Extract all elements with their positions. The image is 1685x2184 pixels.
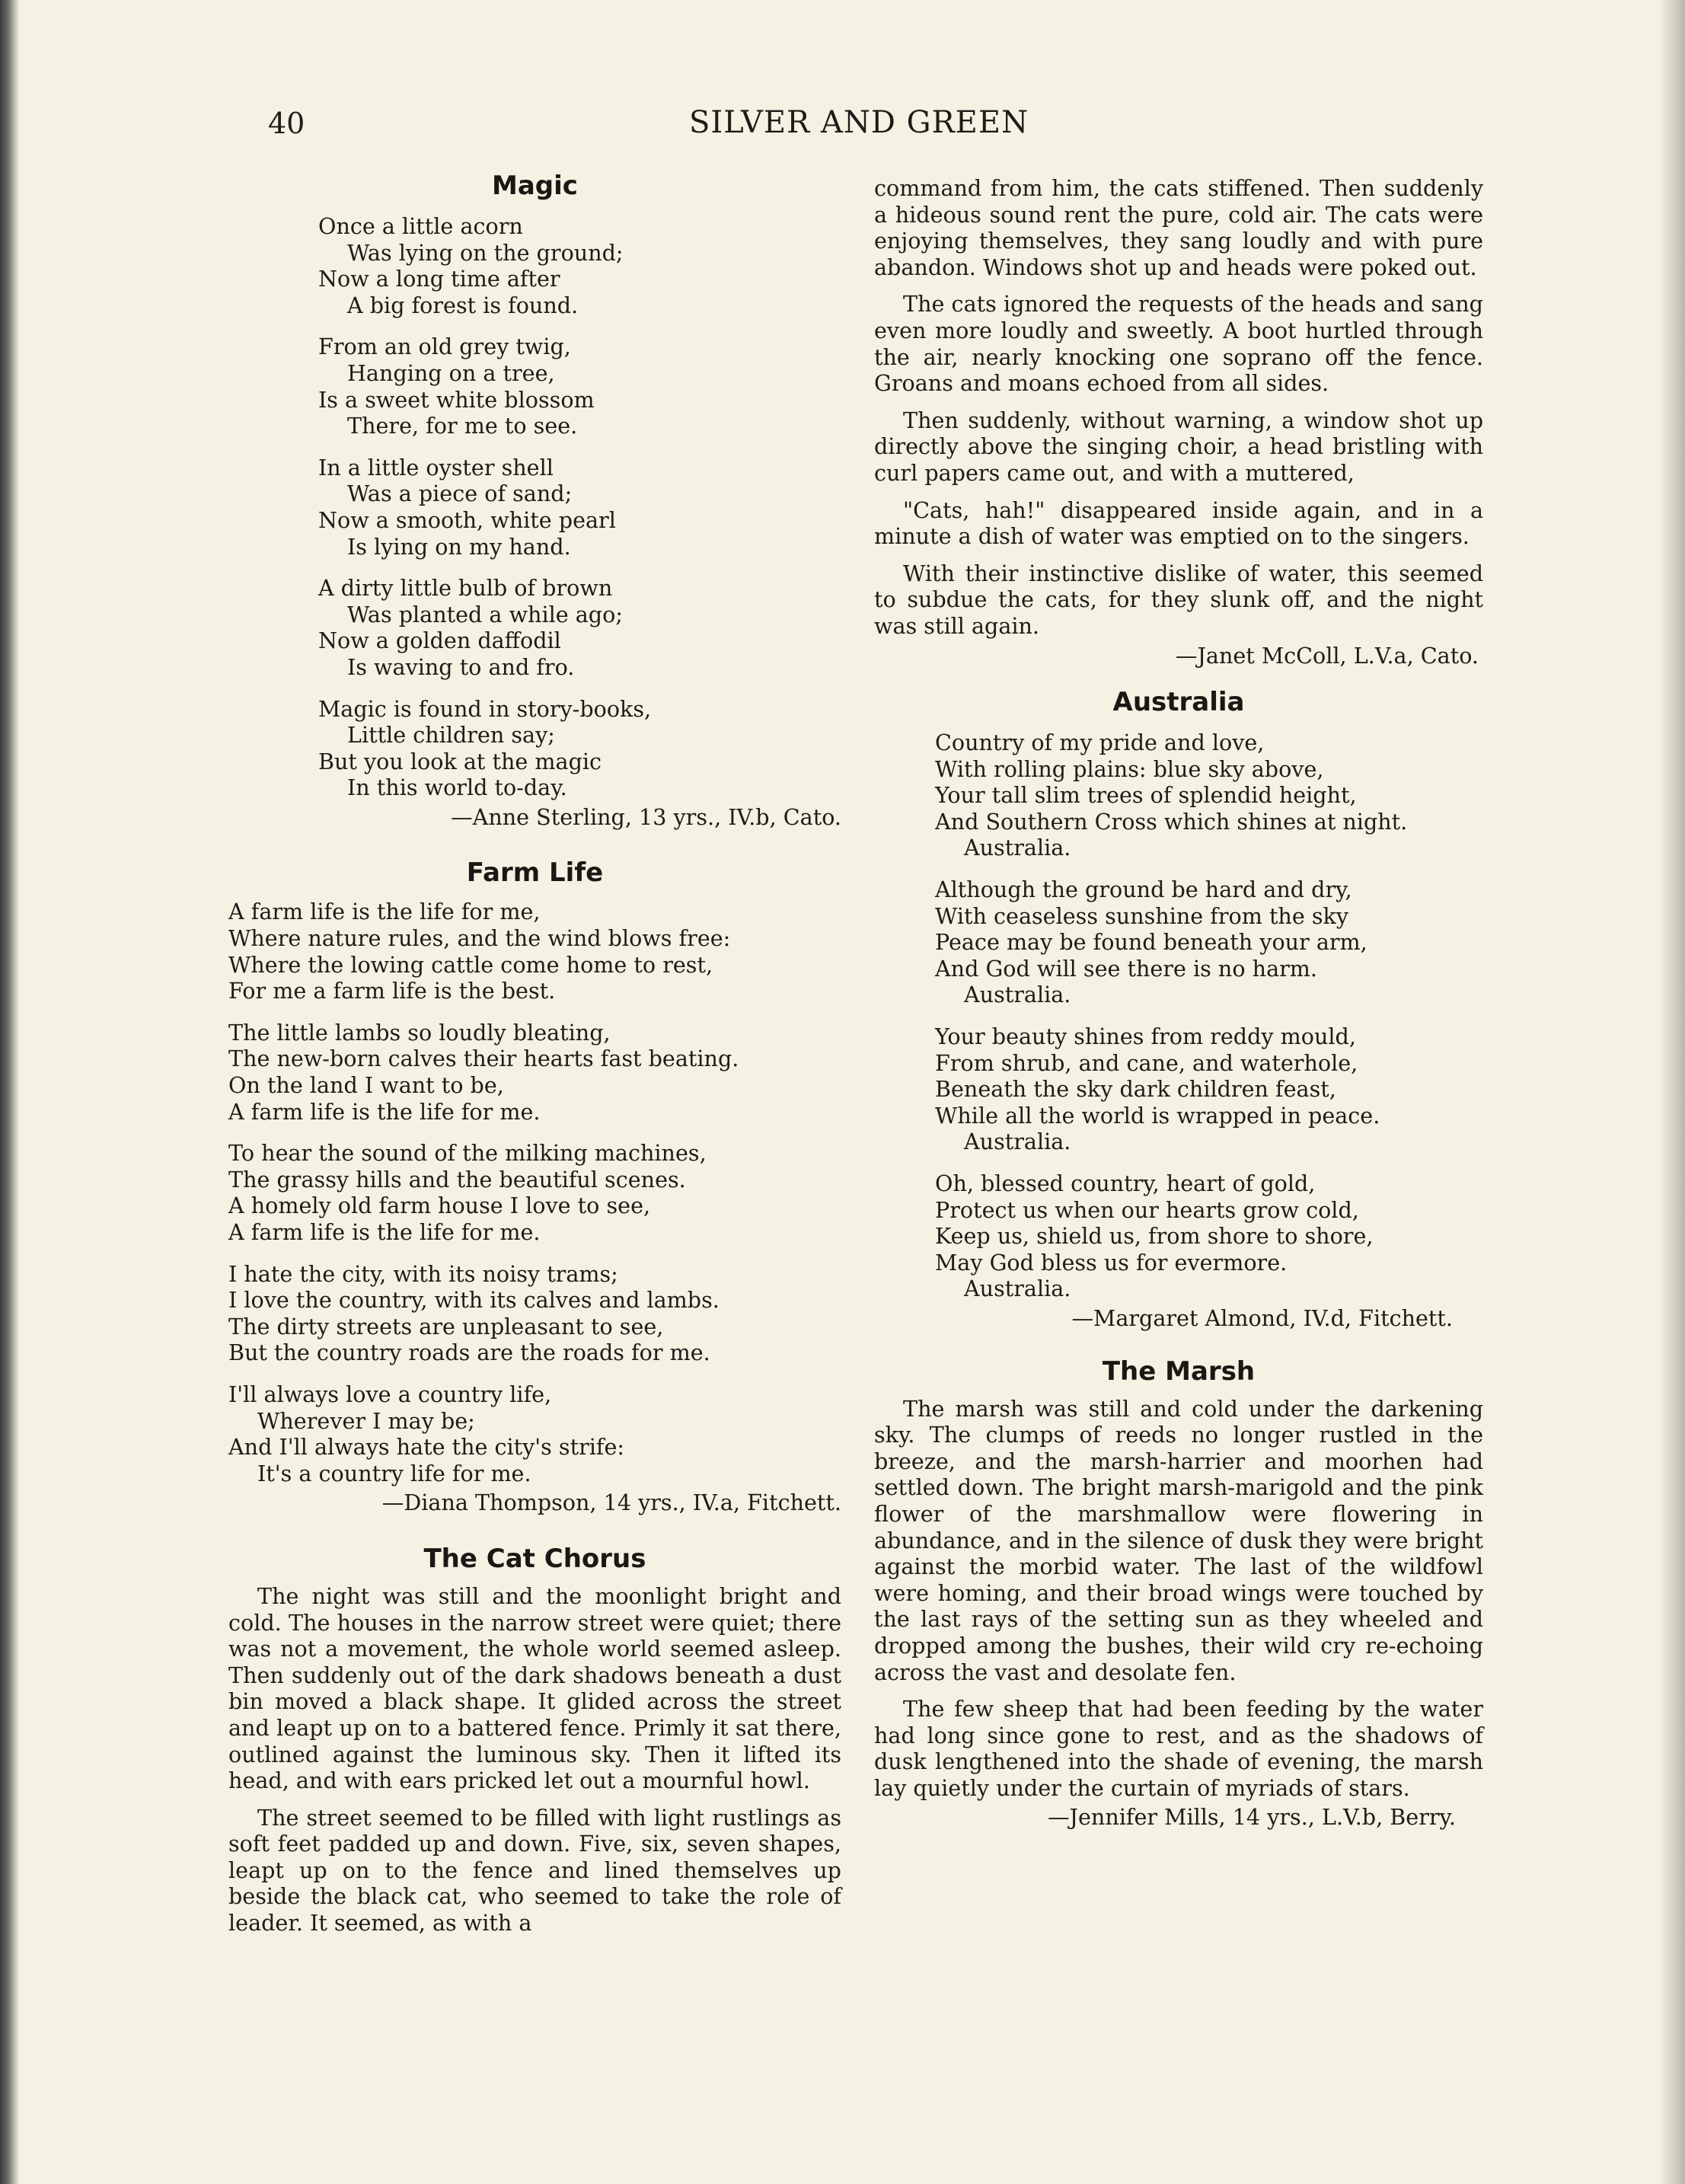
poem-line: Little children say;: [347, 722, 555, 749]
page-edge-shadow: [1659, 0, 1685, 2184]
cat-chorus-paragraph-4: The cats ignored the requests of the heads and sang even more loudly and sweetly. A boot hurtled through the air, nearly knocking one soprano off the fence. Groans and moans echoed from all sides.: [874, 291, 1483, 397]
poem-line: And God will see there is no harm.: [935, 955, 1317, 982]
poem-line: But you look at the magic: [318, 748, 602, 774]
cat-chorus-title: The Cat Chorus: [423, 1543, 646, 1574]
poem-line: Where nature rules, and the wind blows free:: [228, 925, 731, 952]
poem-refrain: Australia.: [964, 835, 1071, 861]
poem-line: With rolling plains: blue sky above,: [935, 755, 1324, 782]
poem-line: There, for me to see.: [347, 413, 578, 439]
poem-line: I love the country, with its calves and lambs.: [228, 1287, 720, 1314]
poem-line: The new-born calves their hearts fast beating.: [228, 1046, 739, 1072]
poem-line: Is a sweet white blossom: [318, 386, 595, 413]
poem-line: And I'll always hate the city's strife:: [228, 1434, 625, 1461]
poem-line: Is lying on my hand.: [347, 533, 571, 560]
poem-line: In this world to-day.: [347, 774, 567, 801]
stanza: [228, 1381, 841, 1486]
stanza: [935, 730, 1483, 861]
poem-line: I hate the city, with its noisy trams;: [228, 1260, 618, 1287]
poem-line: But the country roads are the roads for me.: [228, 1339, 710, 1366]
farm-life-title: Farm Life: [466, 857, 604, 889]
magic-poem: [228, 213, 841, 801]
poem-line: Now a smooth, white pearl: [318, 506, 616, 533]
poem-line: On the land I want to be,: [228, 1072, 504, 1099]
poem-line: Your beauty shines from reddy mould,: [935, 1023, 1356, 1050]
stanza: [935, 876, 1483, 1008]
poem-line: I'll always love a country life,: [228, 1381, 552, 1407]
poem-line: Keep us, shield us, from shore to shore,: [935, 1223, 1374, 1250]
poem-line: Was lying on the ground;: [347, 239, 624, 266]
poem-line: Your tall slim trees of splendid height,: [935, 782, 1357, 809]
poem-line: A homely old farm house I love to see,: [228, 1193, 651, 1219]
poem-line: Protect us when our hearts grow cold,: [935, 1196, 1359, 1223]
stanza: [318, 575, 841, 680]
poem-line: The little lambs so loudly bleating,: [228, 1019, 611, 1046]
poem-line: To hear the sound of the milking machines,: [228, 1140, 707, 1167]
poem-line: Where the lowing cattle come home to rest,: [228, 951, 713, 978]
poem-line: And Southern Cross which shines at night.: [935, 808, 1408, 835]
poem-line: While all the world is wrapped in peace.: [935, 1102, 1380, 1129]
poem-refrain: Australia.: [964, 982, 1071, 1008]
poem-line: Was a piece of sand;: [347, 481, 573, 507]
poem-line: Was planted a while ago;: [347, 601, 623, 627]
poem-line: Country of my pride and love,: [935, 730, 1265, 756]
stanza: [318, 334, 841, 439]
cat-chorus-paragraph-1: The night was still and the moonlight bright and cold. The houses in the narrow street were quiet; there was not a movement, the whole world seemed asleep. Then suddenly out of the dark shadows beneath a dust bin moved a black shape. It glided across the street and leapt up on to a battered fence. Primly it sat there, outlined against the luminous sky. Then it lifted its head, and with ears pricked let out a mournful howl.: [228, 1582, 841, 1794]
magic-credit: —Anne Sterling, 13 yrs., IV.b, Cato.: [451, 803, 841, 830]
stanza: [228, 1261, 841, 1366]
poem-line: Wherever I may be;: [257, 1407, 475, 1434]
poem-line: Is waving to and fro.: [347, 653, 575, 680]
poem-line: A farm life is the life for me.: [228, 1098, 541, 1125]
poem-line: The grassy hills and the beautiful scenes.: [228, 1166, 686, 1193]
left-column: [228, 169, 841, 1947]
cat-chorus-paragraph-3: command from him, the cats stiffened. Then suddenly a hideous sound rent the pure, cold air. The cats were enjoying themselves, they sang loudly and with pure abandon. Windows shot up and heads were poked out.: [874, 175, 1483, 280]
poem-line: With ceaseless sunshine from the sky: [935, 902, 1349, 929]
australia-poem: [874, 730, 1483, 1302]
poem-line: From an old grey twig,: [318, 334, 571, 360]
stanza: [318, 455, 841, 560]
magic-title: Magic: [492, 171, 578, 201]
marsh-paragraph-2: The few sheep that had been feeding by the water had long since gone to rest, and as the shadows of dusk lengthened into the shade of evening, the marsh lay quietly under the curtain of myriads of stars.: [874, 1696, 1483, 1801]
poem-line: Oh, blessed country, heart of gold,: [935, 1170, 1316, 1196]
marsh-paragraph-1: The marsh was still and cold under the darkening sky. The clumps of reeds no longer rustled in the breeze, and the marsh-harrier and moorhen had settled down. The bright marsh-marigold and the pink flower of the marshmallow were flowering in abundance, and in the silence of dusk they were bright against the morbid water. The last of the wildfowl were homing, and their broad wings were touched by the last rays of the setting sun as they wheeled and dropped among the bushes, their wild cry re-echoing across the vast and desolate fen.: [874, 1395, 1483, 1685]
poem-line: For me a farm life is the best.: [228, 978, 556, 1004]
poem-line: Once a little acorn: [318, 213, 523, 239]
cat-chorus-paragraph-2: The street seemed to be filled with light rustlings as soft feet padded up and down. Five, six, seven shapes, leapt up on to the fence and lined themselves up beside the black cat, who seemed to take the role of leader. It seemed, as with a: [228, 1804, 841, 1937]
farm-life-credit: —Diana Thompson, 14 yrs., IV.a, Fitchett.: [381, 1490, 841, 1516]
poem-line: A dirty little bulb of brown: [318, 575, 613, 602]
australia-credit: —Margaret Almond, IV.d, Fitchett.: [1071, 1304, 1453, 1331]
poem-line: Beneath the sky dark children feast,: [935, 1076, 1336, 1103]
poem-line: Peace may be found beneath your arm,: [935, 929, 1367, 956]
poem-line: Hanging on a tree,: [347, 359, 555, 386]
cat-chorus-paragraph-6: "Cats, hah!" disappeared inside again, and in a minute a dish of water was emptied on to the singers.: [874, 497, 1483, 550]
page-number: 40: [268, 107, 305, 140]
stanza: [935, 1023, 1483, 1155]
marsh-title: The Marsh: [1102, 1355, 1256, 1387]
poem-line: A big forest is found.: [347, 292, 579, 318]
poem-line: A farm life is the life for me,: [228, 899, 541, 925]
stanza: [228, 899, 841, 1004]
australia-title: Australia: [1112, 687, 1245, 718]
stanza: [228, 1020, 841, 1125]
stanza: [318, 696, 841, 801]
poem-line: In a little oyster shell: [318, 454, 554, 481]
cat-chorus-credit: —Janet McColl, L.V.a, Cato.: [1175, 642, 1479, 669]
stanza: [318, 213, 841, 318]
marsh-credit: —Jennifer Mills, 14 yrs., L.V.b, Berry.: [1047, 1804, 1456, 1831]
stanza: [935, 1170, 1483, 1302]
cat-chorus-paragraph-5: Then suddenly, without warning, a window shot up directly above the singing choir, a head bristling with curl papers came out, and with a muttered,: [874, 407, 1483, 486]
poem-line: The dirty streets are unpleasant to see,: [228, 1313, 664, 1339]
poem-line: Magic is found in story-books,: [318, 695, 652, 722]
poem-refrain: Australia.: [964, 1129, 1071, 1155]
running-title: SILVER AND GREEN: [689, 105, 1029, 140]
stanza: [228, 1140, 841, 1245]
farm-life-poem: [228, 899, 841, 1486]
poem-line: Although the ground be hard and dry,: [935, 876, 1352, 903]
poem-line: From shrub, and cane, and waterhole,: [935, 1049, 1358, 1076]
poem-line: Now a long time after: [318, 266, 560, 292]
right-column: [874, 175, 1483, 1831]
cat-chorus-paragraph-7: With their instinctive dislike of water, this seemed to subdue the cats, for they slunk off, and the night was still again.: [874, 560, 1483, 639]
poem-line: A farm life is the life for me.: [228, 1219, 541, 1245]
poem-line: Now a golden daffodil: [318, 627, 561, 654]
poem-refrain: Australia.: [964, 1276, 1071, 1302]
poem-line: It's a country life for me.: [257, 1460, 531, 1486]
book-spine-shadow: [0, 0, 20, 2184]
poem-line: May God bless us for evermore.: [935, 1249, 1288, 1276]
